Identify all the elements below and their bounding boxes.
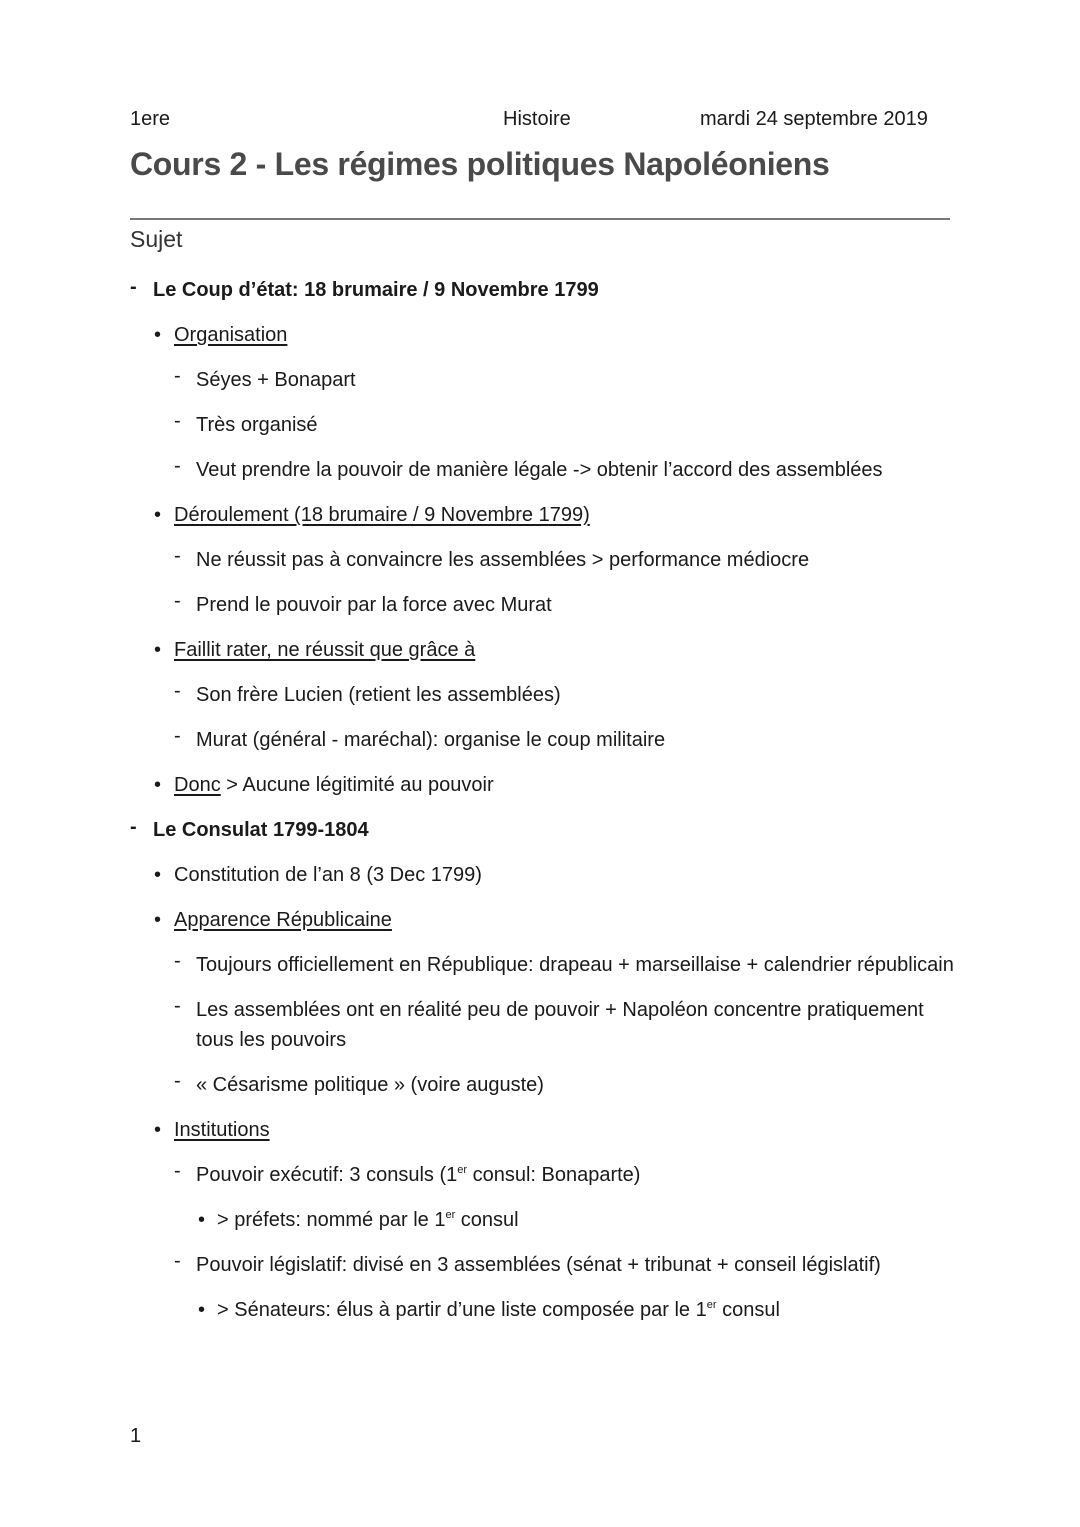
outline-item	[130, 770, 960, 800]
outline-text-t: « Césarisme politique » (voire auguste)	[196, 1074, 544, 1096]
outline-item	[130, 815, 960, 845]
outline-text-u: Donc	[174, 774, 221, 796]
outline-item	[130, 950, 960, 980]
outline-text-sup: er	[706, 1299, 717, 1311]
outline-text-t: Prend le pouvoir par la force avec Murat	[196, 594, 552, 616]
outline-text-u: Apparence Républicaine	[174, 909, 392, 931]
dash-icon: -	[174, 455, 181, 477]
dash-icon: -	[174, 950, 181, 972]
dash-icon: -	[174, 1160, 181, 1182]
dash-icon: -	[130, 276, 137, 298]
outline-item	[130, 1115, 960, 1145]
outline-text-t: > Sénateurs: élus à partir d’une liste composée par le 1	[217, 1299, 707, 1321]
bullet-icon: •	[198, 1299, 206, 1321]
dash-icon: -	[174, 725, 181, 747]
section-heading: Sujet	[130, 226, 183, 252]
page-number: 1	[130, 1425, 142, 1447]
bullet-icon: •	[154, 1119, 162, 1141]
outline-item	[130, 455, 960, 485]
outline-text-t: > préfets: nommé par le 1	[217, 1209, 446, 1231]
bullet-icon: •	[154, 504, 162, 526]
outline-item	[130, 1250, 960, 1280]
dash-icon: -	[130, 816, 137, 838]
dash-icon: -	[174, 995, 181, 1017]
outline-text-t: Constitution de l’an 8 (3 Dec 1799)	[174, 864, 482, 886]
outline-text-t2: consul	[716, 1299, 780, 1321]
outline-item	[130, 725, 960, 755]
outline-text-t: Ne réussit pas à convaincre les assemblées > performance médiocre	[196, 549, 810, 571]
bullet-icon: •	[198, 1209, 206, 1231]
outline-item	[130, 635, 960, 665]
outline-item	[130, 1070, 960, 1100]
dash-icon: -	[174, 410, 181, 432]
outline-text-t2: consul: Bonaparte)	[467, 1164, 641, 1186]
outline-text-sup: er	[445, 1209, 456, 1221]
outline-text-sup: er	[457, 1164, 468, 1176]
header-level: 1ere	[130, 108, 171, 130]
dash-icon: -	[174, 680, 181, 702]
outline-text-t: Toujours officiellement en République: drapeau + marseillaise + calendrier républicain	[196, 954, 954, 976]
header-date: mardi 24 septembre 2019	[700, 108, 928, 130]
bullet-icon: •	[154, 864, 162, 886]
outline-item	[130, 1205, 960, 1235]
bullet-icon: •	[154, 909, 162, 931]
outline-item	[130, 905, 960, 935]
outline-item	[130, 680, 960, 710]
outline-text-u: Institutions	[174, 1119, 270, 1141]
dash-icon: -	[174, 545, 181, 567]
outline-text-t: Les assemblées ont en réalité peu de pouvoir + Napoléon concentre pratiquement tous les pouvoirs	[196, 999, 924, 1051]
dash-icon: -	[174, 1250, 181, 1272]
outline-text-t: Veut prendre la pouvoir de manière légale -> obtenir l’accord des assemblées	[196, 459, 883, 481]
outline-text-t: Murat (général - maréchal): organise le coup militaire	[196, 729, 666, 751]
outline-item	[130, 590, 960, 620]
dash-icon: -	[174, 1070, 181, 1092]
outline-item	[130, 1295, 960, 1325]
dash-icon: -	[174, 590, 181, 612]
outline-text-t: > Aucune légitimité au pouvoir	[220, 774, 494, 796]
outline-item	[130, 365, 960, 395]
outline	[130, 275, 960, 1340]
outline-text-t: Son frère Lucien (retient les assemblées)	[196, 684, 561, 706]
outline-item	[130, 500, 960, 530]
outline-item	[130, 545, 960, 575]
outline-item	[130, 320, 960, 350]
bullet-icon: •	[154, 774, 162, 796]
outline-text-t: Pouvoir législatif: divisé en 3 assemblées (sénat + tribunat + conseil législatif)	[196, 1254, 881, 1276]
outline-item	[130, 860, 960, 890]
page-title: Cours 2 - Les régimes politiques Napoléoniens	[130, 146, 830, 182]
outline-item	[130, 995, 960, 1055]
outline-item	[130, 410, 960, 440]
outline-text-t2: consul	[455, 1209, 519, 1231]
outline-text-u: Faillit rater, ne réussit que grâce à	[174, 639, 476, 661]
header-subject: Histoire	[503, 108, 571, 130]
bullet-icon: •	[154, 324, 162, 346]
outline-text-u: Déroulement (18 brumaire / 9 Novembre 1799)	[174, 504, 590, 526]
outline-text-t: Le Coup d’état: 18 brumaire / 9 Novembre 1799	[153, 279, 599, 301]
outline-text-u: Organisation	[174, 324, 288, 346]
outline-text-t: Le Consulat 1799-1804	[153, 819, 369, 841]
dash-icon: -	[174, 365, 181, 387]
bullet-icon: •	[154, 639, 162, 661]
title-divider	[130, 218, 950, 220]
outline-text-t: Séyes + Bonapart	[196, 369, 356, 391]
outline-item	[130, 275, 960, 305]
outline-text-t: Très organisé	[196, 414, 318, 436]
outline-text-t: Pouvoir exécutif: 3 consuls (1	[196, 1164, 458, 1186]
outline-item	[130, 1160, 960, 1190]
